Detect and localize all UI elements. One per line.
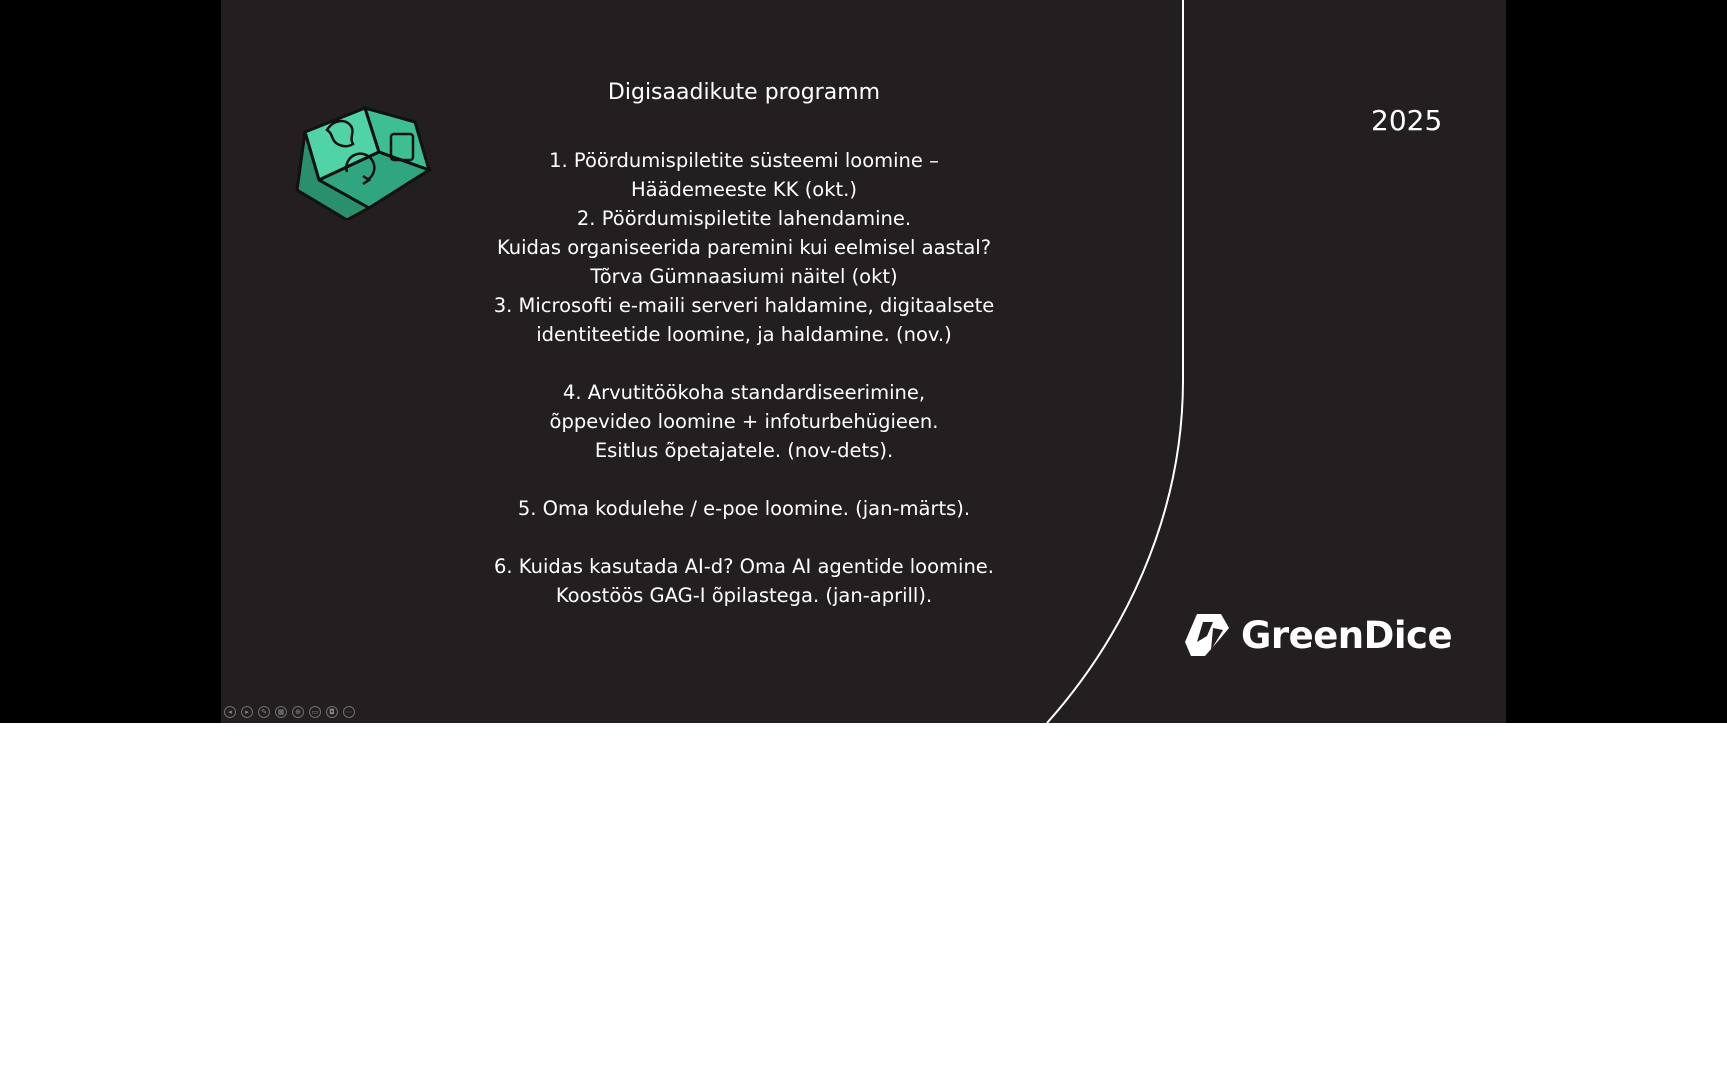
more-options-icon[interactable]: ⋯ bbox=[343, 706, 355, 718]
year-label: 2025 bbox=[1371, 104, 1443, 137]
agenda-line: identiteetide loomine, ja haldamine. (nov.) bbox=[536, 323, 952, 346]
agenda-line: Koostöös GAG-I õpilastega. (jan-aprill). bbox=[555, 584, 933, 607]
greendice-logo bbox=[1183, 612, 1452, 658]
agenda-spacer bbox=[221, 465, 1267, 494]
agenda-line: 2. Pöördumispiletite lahendamine. bbox=[576, 207, 912, 230]
agenda-line: Kuidas organiseerida paremini kui eelmisel aastal? bbox=[496, 236, 992, 259]
slide bbox=[221, 0, 1506, 723]
zoom-icon[interactable]: ⊕ bbox=[292, 706, 304, 718]
slides-grid-icon[interactable]: ▦ bbox=[275, 706, 287, 718]
agenda-line: 3. Microsofti e-maili serveri haldamine, digitaalsete bbox=[493, 294, 995, 317]
agenda-spacer bbox=[221, 523, 1267, 552]
agenda-line: 5. Oma kodulehe / e-poe loomine. (jan-märts). bbox=[517, 497, 971, 520]
agenda-line: Esitlus õpetajatele. (nov-dets). bbox=[594, 439, 894, 462]
previous-slide-icon[interactable]: ◂ bbox=[224, 706, 236, 718]
slideshow-controls bbox=[224, 706, 355, 718]
agenda-line: 1. Pöördumispiletite süsteemi loomine – bbox=[549, 149, 939, 172]
agenda-list bbox=[221, 146, 1267, 610]
camera-icon[interactable]: ◘ bbox=[326, 706, 338, 718]
agenda-line: Häädemeeste KK (okt.) bbox=[631, 178, 857, 201]
next-slide-icon[interactable]: ▸ bbox=[241, 706, 253, 718]
logo-text: GreenDice bbox=[1241, 613, 1453, 657]
slide-title: Digisaadikute programm bbox=[607, 80, 881, 105]
agenda-line: Tõrva Gümnaasiumi näitel (okt) bbox=[590, 265, 898, 288]
agenda-line: õppevideo loomine + infoturbehügieen. bbox=[549, 410, 939, 433]
agenda-line: 4. Arvutitöökoha standardiseerimine, bbox=[562, 381, 926, 404]
greendice-logo-icon bbox=[1183, 612, 1231, 658]
pen-icon[interactable]: ✎ bbox=[258, 706, 270, 718]
subtitles-icon[interactable]: ▭ bbox=[309, 706, 321, 718]
agenda-spacer bbox=[221, 349, 1267, 378]
agenda-line: 6. Kuidas kasutada AI-d? Oma AI agentide loomine. bbox=[493, 555, 995, 578]
